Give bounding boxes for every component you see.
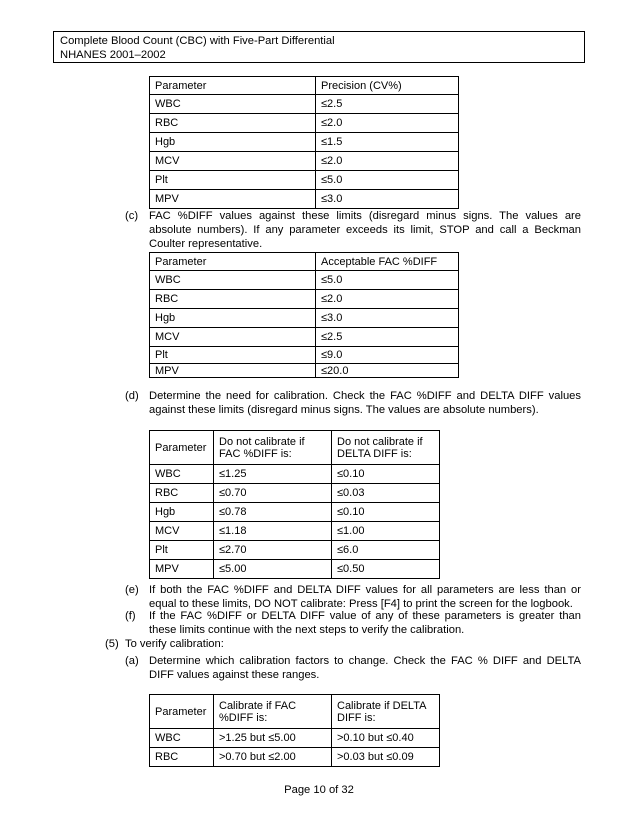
table-cell: MPV [150, 190, 316, 209]
table-row [150, 560, 440, 579]
table-cell: ≤5.00 [214, 560, 332, 579]
item-text: FAC %DIFF values against these limits (disregard minus signs. The values are absolute numbers). If any parameter exceeds its limit, STOP and call a Beckman Coulter representative. [149, 210, 581, 250]
item-text: Determine which calibration factors to change. Check the FAC % DIFF and DELTA DIFF values against these ranges. [149, 655, 581, 681]
item-label: (a) [125, 655, 139, 667]
table-header-row [150, 253, 459, 271]
table-header-cell: Parameter [150, 253, 316, 271]
table-header-cell: Calibrate if DELTA DIFF is: [332, 695, 440, 729]
table-cell: ≤2.0 [316, 114, 459, 133]
table-cell: WBC [150, 271, 316, 290]
page-number: Page 10 of 32 [284, 784, 354, 796]
table-header-cell: Parameter [150, 77, 316, 95]
table-cell: >0.03 but ≤0.09 [332, 748, 440, 767]
table-cell: ≤0.78 [214, 503, 332, 522]
table-header-row [150, 431, 440, 465]
precision-table [149, 76, 459, 209]
table-row [150, 748, 440, 767]
table-row [150, 484, 440, 503]
table-cell: MCV [150, 152, 316, 171]
table-cell: WBC [150, 95, 316, 114]
table-row [150, 541, 440, 560]
table-cell: RBC [150, 748, 214, 767]
table-cell: ≤2.70 [214, 541, 332, 560]
table-cell: RBC [150, 114, 316, 133]
table-cell: ≤3.0 [316, 190, 459, 209]
fac-table [149, 252, 459, 378]
table-row [150, 729, 440, 748]
table-row [150, 309, 459, 328]
table-header-cell: Parameter [150, 431, 214, 465]
table-cell: Plt [150, 541, 214, 560]
table-cell: ≤5.0 [316, 171, 459, 190]
table-cell: ≤1.00 [332, 522, 440, 541]
table-cell: MPV [150, 364, 316, 378]
table-header-cell: Do not calibrate if DELTA DIFF is: [332, 431, 440, 465]
no-calibrate-table [149, 430, 440, 579]
table-cell: ≤1.18 [214, 522, 332, 541]
table-header-row [150, 77, 459, 95]
table-cell: ≤2.0 [316, 152, 459, 171]
table-cell: Hgb [150, 309, 316, 328]
table-cell: ≤1.25 [214, 465, 332, 484]
table-cell: WBC [150, 729, 214, 748]
table-cell: MPV [150, 560, 214, 579]
table-cell: ≤6.0 [332, 541, 440, 560]
calibrate-table [149, 694, 440, 767]
table-header-cell: Calibrate if FAC %DIFF is: [214, 695, 332, 729]
table-row [150, 171, 459, 190]
table-row [150, 133, 459, 152]
table-cell: Plt [150, 347, 316, 364]
table-cell: ≤20.0 [316, 364, 459, 378]
table-cell: ≤0.70 [214, 484, 332, 503]
table-cell: ≤0.10 [332, 465, 440, 484]
item-text: If the FAC %DIFF or DELTA DIFF value of any of these parameters is greater than these limits continue with the next steps to verify the calibration. [149, 610, 581, 636]
table-row [150, 152, 459, 171]
table-cell: Hgb [150, 503, 214, 522]
table-cell: ≤1.5 [316, 133, 459, 152]
table-header-row [150, 695, 440, 729]
table-row [150, 95, 459, 114]
item-label: (e) [125, 584, 139, 596]
header-subtitle: NHANES 2001–2002 [60, 49, 166, 61]
header-title: Complete Blood Count (CBC) with Five-Part Differential [60, 35, 335, 47]
table-cell: MCV [150, 522, 214, 541]
table-cell: ≤2.0 [316, 290, 459, 309]
table-cell: RBC [150, 484, 214, 503]
table-row [150, 114, 459, 133]
table-cell: >0.10 but ≤0.40 [332, 729, 440, 748]
table-cell: ≤3.0 [316, 309, 459, 328]
item-text: Determine the need for calibration. Check the FAC %DIFF and DELTA DIFF values against these limits (disregard minus signs. The values are absolute numbers). [149, 390, 581, 416]
table-row [150, 503, 440, 522]
table-cell: Plt [150, 171, 316, 190]
table-header-cell: Parameter [150, 695, 214, 729]
item-text: If both the FAC %DIFF and DELTA DIFF values for all parameters are less than or equal to these limits, DO NOT calibrate: Press [F4] to print the screen for the logbook. [149, 584, 581, 610]
table-row [150, 328, 459, 347]
item-label: (c) [125, 210, 139, 222]
table-row [150, 522, 440, 541]
table-header-cell: Do not calibrate if FAC %DIFF is: [214, 431, 332, 465]
table-cell: ≤0.03 [332, 484, 440, 503]
table-row [150, 364, 459, 378]
table-row [150, 271, 459, 290]
table-cell: ≤2.5 [316, 95, 459, 114]
table-header-cell: Acceptable FAC %DIFF [316, 253, 459, 271]
step-text: To verify calibration: [125, 638, 224, 650]
item-label: (d) [125, 390, 139, 402]
table-cell: ≤0.50 [332, 560, 440, 579]
table-cell: RBC [150, 290, 316, 309]
table-row [150, 347, 459, 364]
table-row [150, 190, 459, 209]
table-cell: ≤2.5 [316, 328, 459, 347]
document-header [53, 31, 585, 63]
step-label: (5) [105, 638, 119, 650]
table-cell: >0.70 but ≤2.00 [214, 748, 332, 767]
table-cell: MCV [150, 328, 316, 347]
table-cell: ≤9.0 [316, 347, 459, 364]
table-cell: Hgb [150, 133, 316, 152]
item-label: (f) [125, 610, 136, 622]
table-row [150, 290, 459, 309]
table-cell: ≤0.10 [332, 503, 440, 522]
table-cell: ≤5.0 [316, 271, 459, 290]
table-cell: WBC [150, 465, 214, 484]
table-header-cell: Precision (CV%) [316, 77, 459, 95]
table-cell: >1.25 but ≤5.00 [214, 729, 332, 748]
table-row [150, 465, 440, 484]
